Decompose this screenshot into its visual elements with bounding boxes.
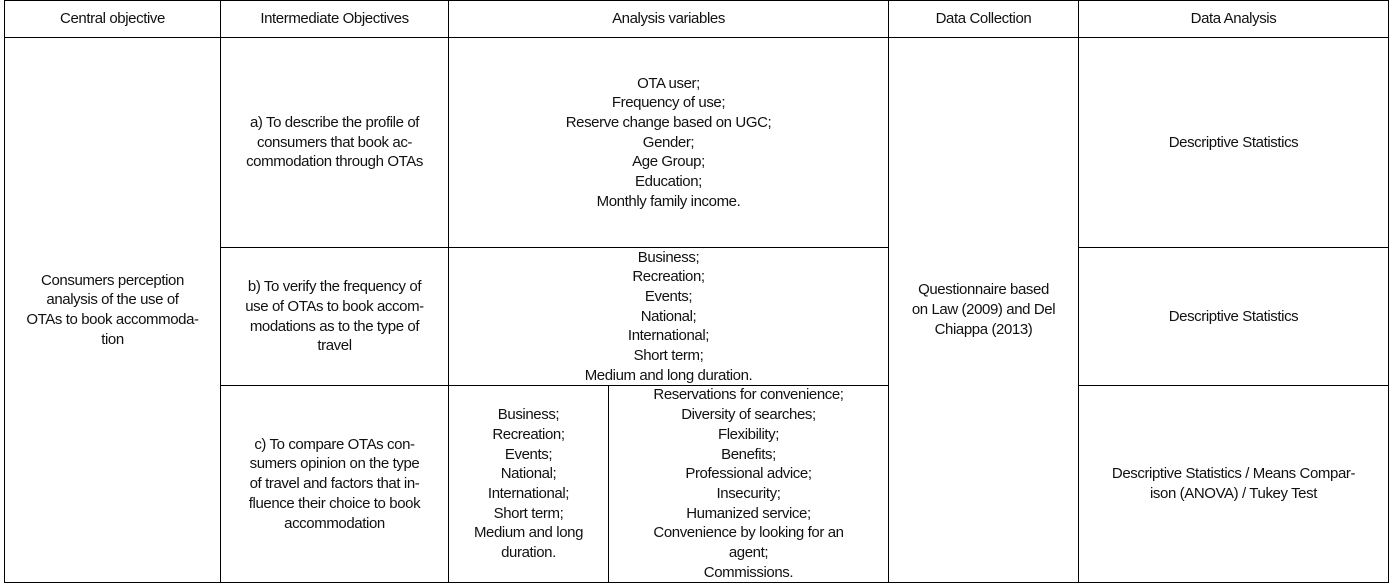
header-label: Intermediate Objectives xyxy=(260,10,409,28)
text-line: consumers that book ac- xyxy=(256,133,413,151)
text-line: Short term; xyxy=(633,347,704,365)
text-line: duration. xyxy=(501,544,556,562)
text-line: Reserve change based on UGC; xyxy=(565,113,772,131)
objective-b xyxy=(220,247,449,386)
text-line: Recreation; xyxy=(492,425,565,443)
text-line: of travel and factors that in- xyxy=(249,475,420,493)
text-line: Humanized service; xyxy=(686,504,811,522)
text-line: b) To verify the frequency of xyxy=(247,278,422,296)
analysis-b xyxy=(1078,247,1389,386)
text-line: Professional advice; xyxy=(685,465,812,483)
data-collection-cell xyxy=(888,37,1079,583)
cell-text xyxy=(249,435,420,534)
variables-c-factors xyxy=(608,385,889,583)
text-line: Benefits; xyxy=(721,445,776,463)
cell-text xyxy=(653,385,843,582)
text-line: Business; xyxy=(497,406,560,424)
objective-c xyxy=(220,385,449,583)
variables-a xyxy=(448,37,889,248)
text-line: Questionnaire based xyxy=(918,281,1049,299)
cell-text xyxy=(912,280,1055,339)
text-line: Consumers perception xyxy=(41,271,184,289)
header-label: Data Analysis xyxy=(1190,10,1277,28)
text-line: modations as to the type of xyxy=(249,317,420,335)
text-line: International; xyxy=(627,327,710,345)
text-line: Flexibility; xyxy=(717,425,780,443)
header-label: Analysis variables xyxy=(612,10,725,28)
cell-text xyxy=(1169,307,1299,327)
text-line: Recreation; xyxy=(632,268,705,286)
text-line: Reservations for convenience; xyxy=(653,386,844,404)
cell-text xyxy=(246,113,423,172)
text-line: agent; xyxy=(728,544,769,562)
text-line: International; xyxy=(487,485,570,502)
text-line: commodation through OTAs xyxy=(246,153,423,171)
text-line: accommodation xyxy=(284,514,385,532)
variables-c-travel xyxy=(448,385,609,583)
cell-text xyxy=(1169,133,1299,153)
header-analysis-variables xyxy=(448,0,889,38)
cell-text xyxy=(245,277,424,356)
text-line: OTAs to book accommoda- xyxy=(26,311,199,328)
text-line: Events; xyxy=(504,445,553,463)
text-line: Gender; xyxy=(642,133,695,151)
text-line: analysis of the use of xyxy=(46,291,179,309)
analysis-a xyxy=(1078,37,1389,248)
text-line: Chiappa (2013) xyxy=(934,320,1033,338)
text-line: Business; xyxy=(637,248,700,266)
text-line: Medium and long xyxy=(473,524,584,542)
central-objective-cell xyxy=(4,37,221,583)
header-intermediate-objectives xyxy=(220,0,449,38)
header-label: Data Collection xyxy=(935,10,1032,28)
text-line: tion xyxy=(101,330,124,348)
text-line: use of OTAs to book accom- xyxy=(245,297,424,315)
text-line: Insecurity; xyxy=(716,485,781,502)
text-line: a) To describe the profile of xyxy=(249,113,420,131)
cell-text xyxy=(1112,464,1355,503)
text-line: National; xyxy=(640,307,697,325)
text-line: Events; xyxy=(644,287,693,305)
text-line: Education; xyxy=(635,173,702,191)
text-line: Diversity of searches; xyxy=(681,406,816,424)
variables-b xyxy=(448,247,889,386)
text-line: National; xyxy=(500,465,557,483)
text-line: Short term; xyxy=(493,504,564,522)
text-line: Commissions. xyxy=(703,563,794,581)
analysis-c xyxy=(1078,385,1389,583)
text-line: sumers opinion on the type xyxy=(249,455,420,473)
header-central-objective xyxy=(4,0,221,38)
text-line: OTA user; xyxy=(637,74,700,92)
text-line: Descriptive Statistics xyxy=(1168,307,1299,325)
header-data-analysis xyxy=(1078,0,1389,38)
cell-text xyxy=(566,74,772,212)
text-line: Medium and long duration. xyxy=(584,366,753,384)
text-line: fluence their choice to book xyxy=(248,494,421,512)
text-line: Descriptive Statistics xyxy=(1168,133,1299,151)
text-line: Descriptive Statistics / Means Compar- xyxy=(1111,465,1356,483)
cell-text xyxy=(585,248,753,386)
text-line: on Law (2009) and Del xyxy=(911,301,1056,319)
text-line: c) To compare OTAs con- xyxy=(254,435,415,453)
text-line: Convenience by looking for an xyxy=(653,524,844,542)
objective-a xyxy=(220,37,449,248)
text-line: ison (ANOVA) / Tukey Test xyxy=(1149,485,1317,502)
text-line: Age Group; xyxy=(632,153,705,171)
cell-text xyxy=(474,405,583,563)
text-line: Frequency of use; xyxy=(611,94,726,112)
header-data-collection xyxy=(888,0,1079,38)
text-line: travel xyxy=(317,337,352,355)
cell-text xyxy=(26,271,198,350)
header-label: Central objective xyxy=(60,10,165,28)
text-line: Monthly family income. xyxy=(596,192,741,210)
